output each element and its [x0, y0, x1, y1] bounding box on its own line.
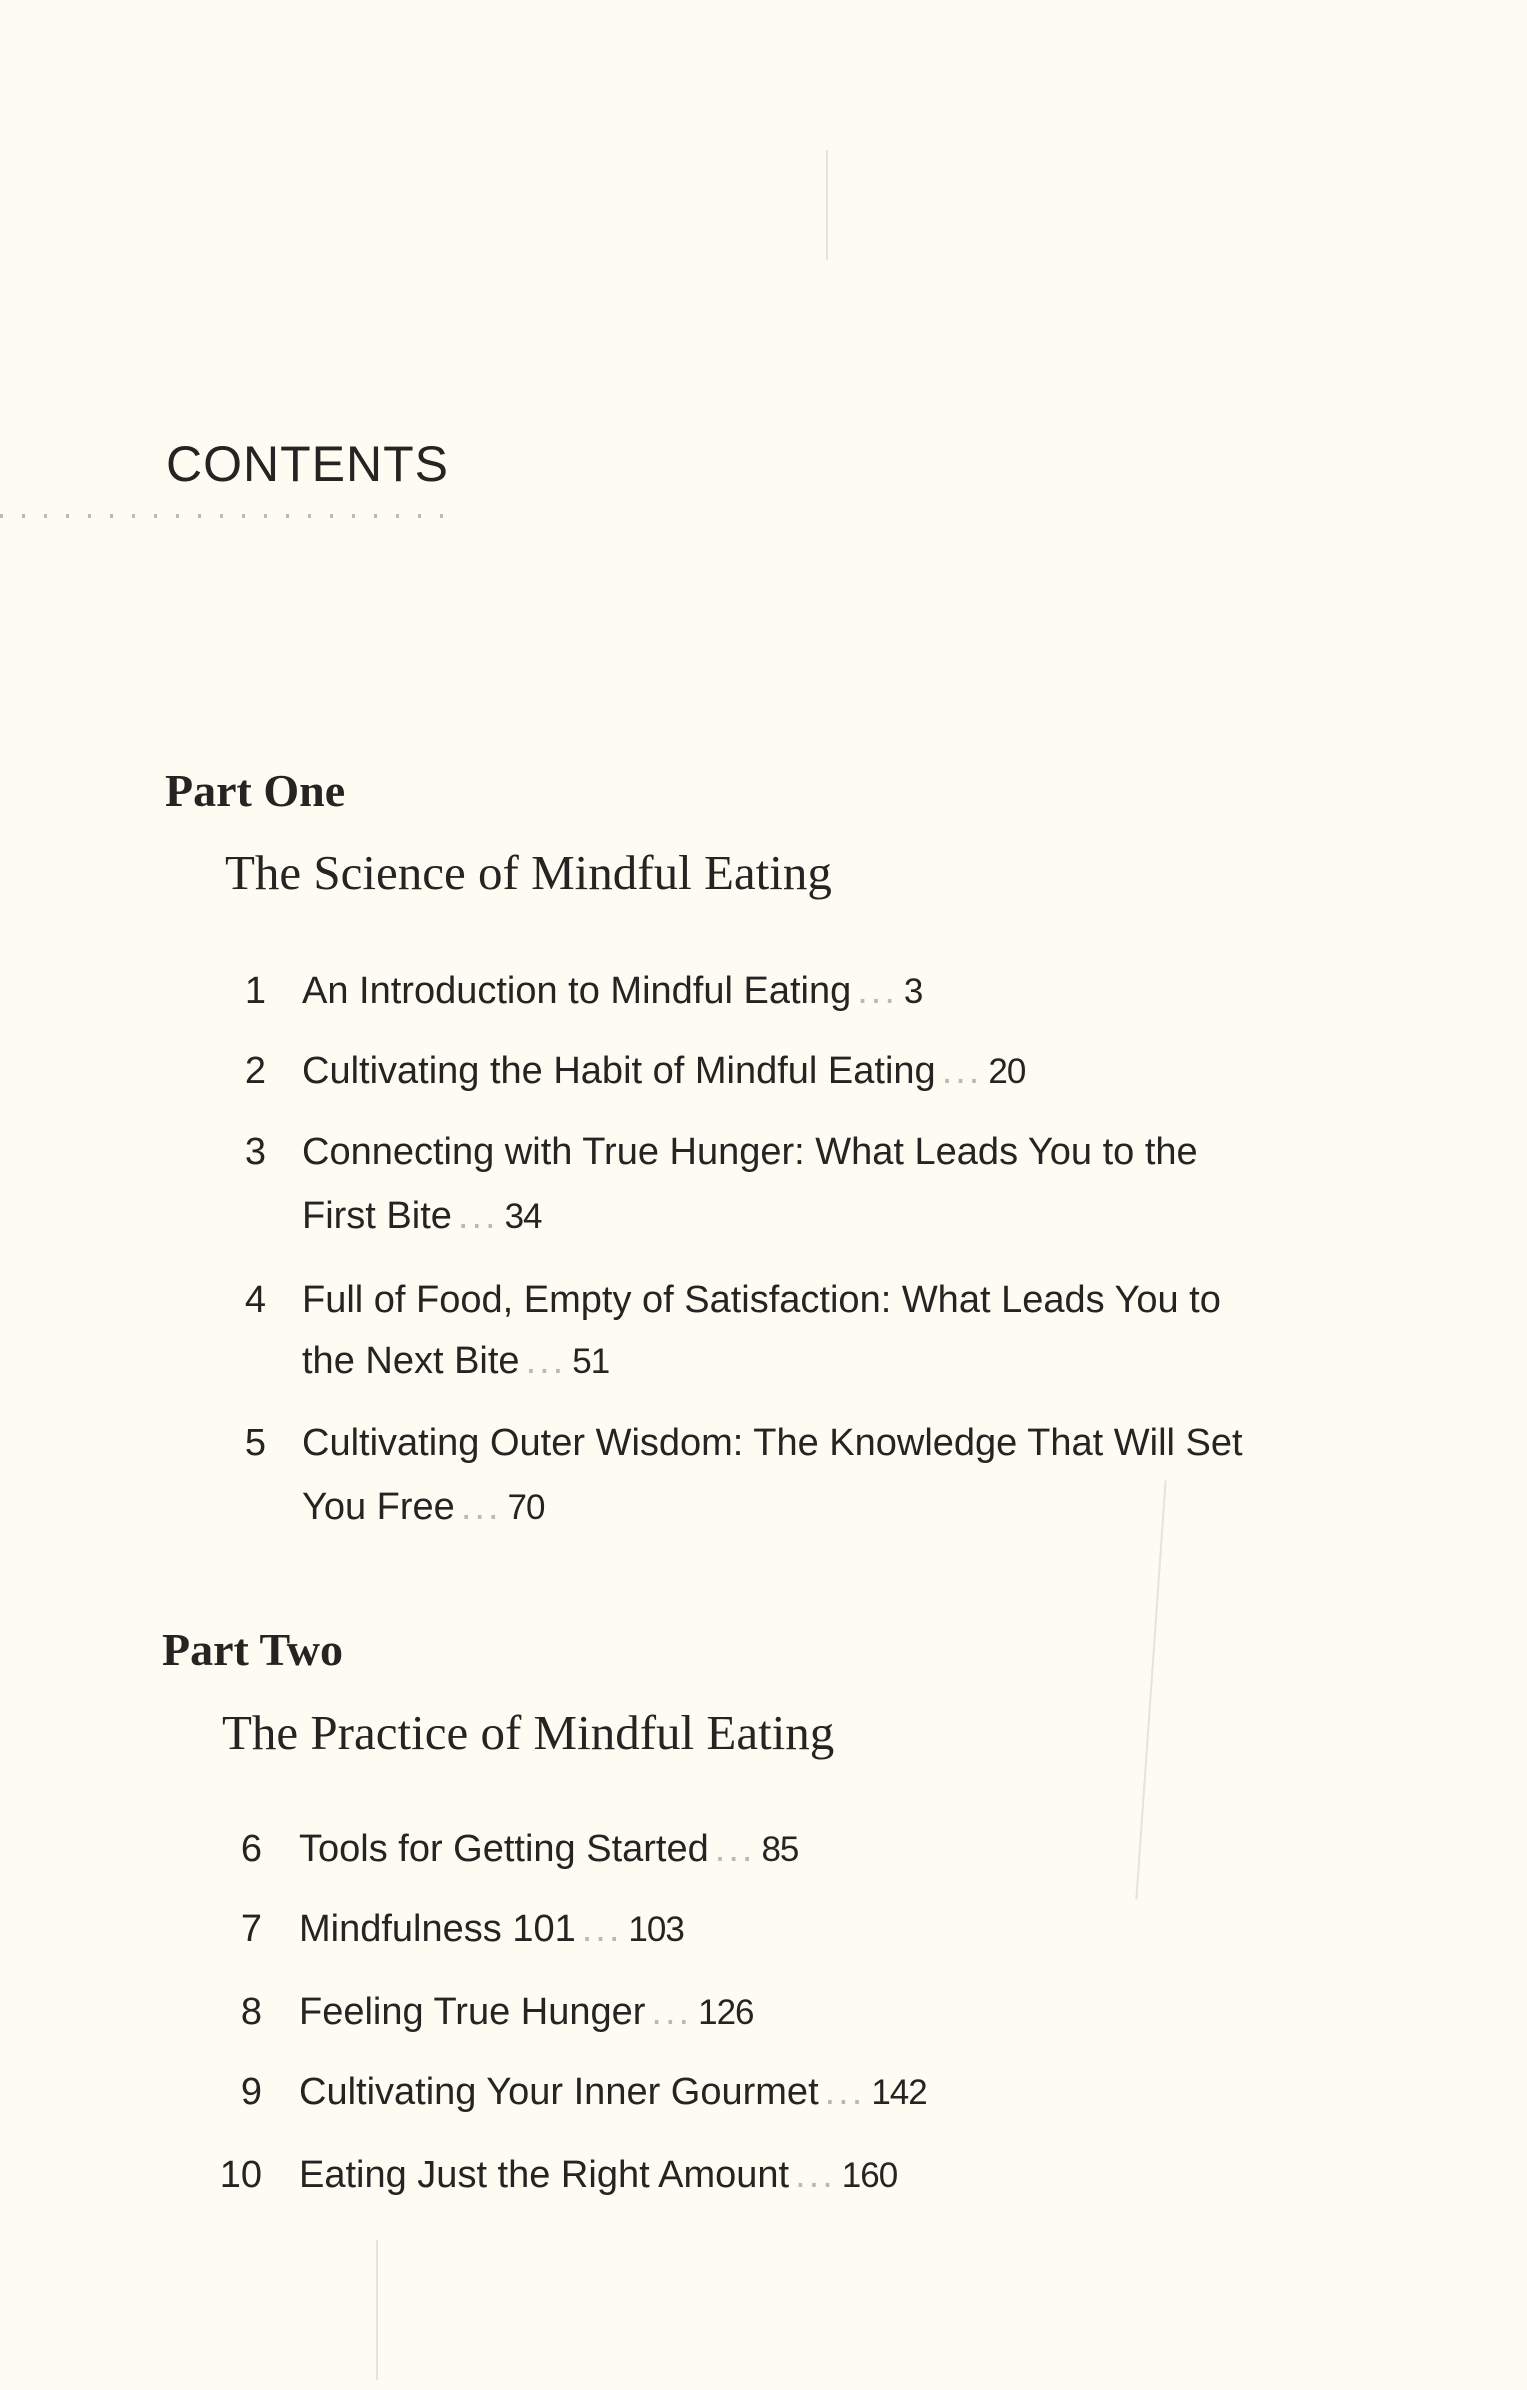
chapter-title: Feeling True Hunger [299, 1991, 646, 2033]
dot-leader: ... [581, 1908, 623, 1950]
page-number: 85 [761, 1830, 799, 1869]
chapter-title-line [302, 1192, 542, 1241]
dot-leader: ... [714, 1828, 756, 1870]
page-crease [376, 2240, 378, 2380]
dot-leader: ... [460, 1486, 502, 1528]
chapter-number: 3 [244, 1131, 266, 1173]
chapter-title: Full of Food, Empty of Satisfaction: What Leads You to [302, 1279, 1221, 1321]
dot-leader: ... [857, 970, 898, 1012]
dot-leader: ... [941, 1050, 983, 1092]
chapter-number: 8 [240, 1991, 262, 2033]
dot-leader: ... [824, 2071, 866, 2113]
chapter-number: 7 [240, 1908, 262, 1950]
dot-leader: ... [795, 2154, 836, 2196]
chapter-title: Tools for Getting Started [299, 1828, 709, 1870]
chapter-title: Cultivating Your Inner Gourmet [299, 2071, 819, 2113]
dot-leader: ... [457, 1195, 499, 1237]
chapter-number: 1 [244, 970, 266, 1012]
page-number: 20 [988, 1052, 1026, 1091]
chapter-title-line [302, 1483, 544, 1532]
dot-leader: ... [525, 1340, 567, 1382]
chapter-title: Mindfulness 101 [299, 1908, 576, 1950]
chapter-title-line [299, 2068, 927, 2117]
page-number: 70 [507, 1488, 545, 1527]
chapter-title: Cultivating the Habit of Mindful Eating [302, 1050, 936, 1092]
chapter-number: 10 [219, 2154, 262, 2196]
chapter-title-line [299, 1905, 684, 1954]
chapter-number: 4 [244, 1279, 266, 1321]
chapter-number: 2 [244, 1050, 266, 1092]
part-subtitle: The Science of Mindful Eating [225, 845, 832, 900]
chapter-title-line [299, 2151, 897, 2200]
chapter-title: the Next Bite [302, 1340, 520, 1382]
dotted-divider [0, 514, 462, 518]
chapter-title: Cultivating Outer Wisdom: The Knowledge That Will Set [302, 1422, 1243, 1464]
page-number: 160 [841, 2156, 898, 2195]
chapter-title-line [302, 1276, 1221, 1324]
chapter-title: First Bite [302, 1195, 452, 1237]
page-title: CONTENTS [166, 436, 449, 492]
chapter-number: 6 [240, 1828, 262, 1870]
page-number: 51 [572, 1342, 610, 1381]
page-number: 126 [698, 1993, 754, 2032]
page-number: 3 [903, 972, 923, 1011]
part-label: Part One [165, 765, 346, 816]
chapter-title-line [302, 1337, 609, 1386]
page-number: 103 [628, 1910, 684, 1949]
chapter-number: 5 [244, 1422, 266, 1464]
part-label: Part Two [162, 1624, 343, 1675]
chapter-title-line [299, 1988, 754, 2037]
chapter-title: Eating Just the Right Amount [299, 2154, 790, 2196]
chapter-title-line [302, 1128, 1198, 1176]
chapter-title: You Free [302, 1486, 455, 1528]
chapter-title-line [302, 967, 922, 1016]
chapter-title: Connecting with True Hunger: What Leads You to the [302, 1131, 1198, 1173]
chapter-title-line [302, 1419, 1243, 1467]
chapter-number: 9 [240, 2071, 262, 2113]
page-number: 34 [504, 1197, 542, 1236]
chapter-title: An Introduction to Mindful Eating [302, 970, 852, 1012]
part-subtitle: The Practice of Mindful Eating [222, 1705, 835, 1760]
chapter-title-line [302, 1047, 1025, 1096]
chapter-title-line [299, 1825, 798, 1874]
dot-leader: ... [651, 1991, 693, 2033]
page-crease [826, 150, 828, 260]
page-number: 142 [871, 2073, 927, 2112]
page-crease [1135, 1480, 1166, 1899]
